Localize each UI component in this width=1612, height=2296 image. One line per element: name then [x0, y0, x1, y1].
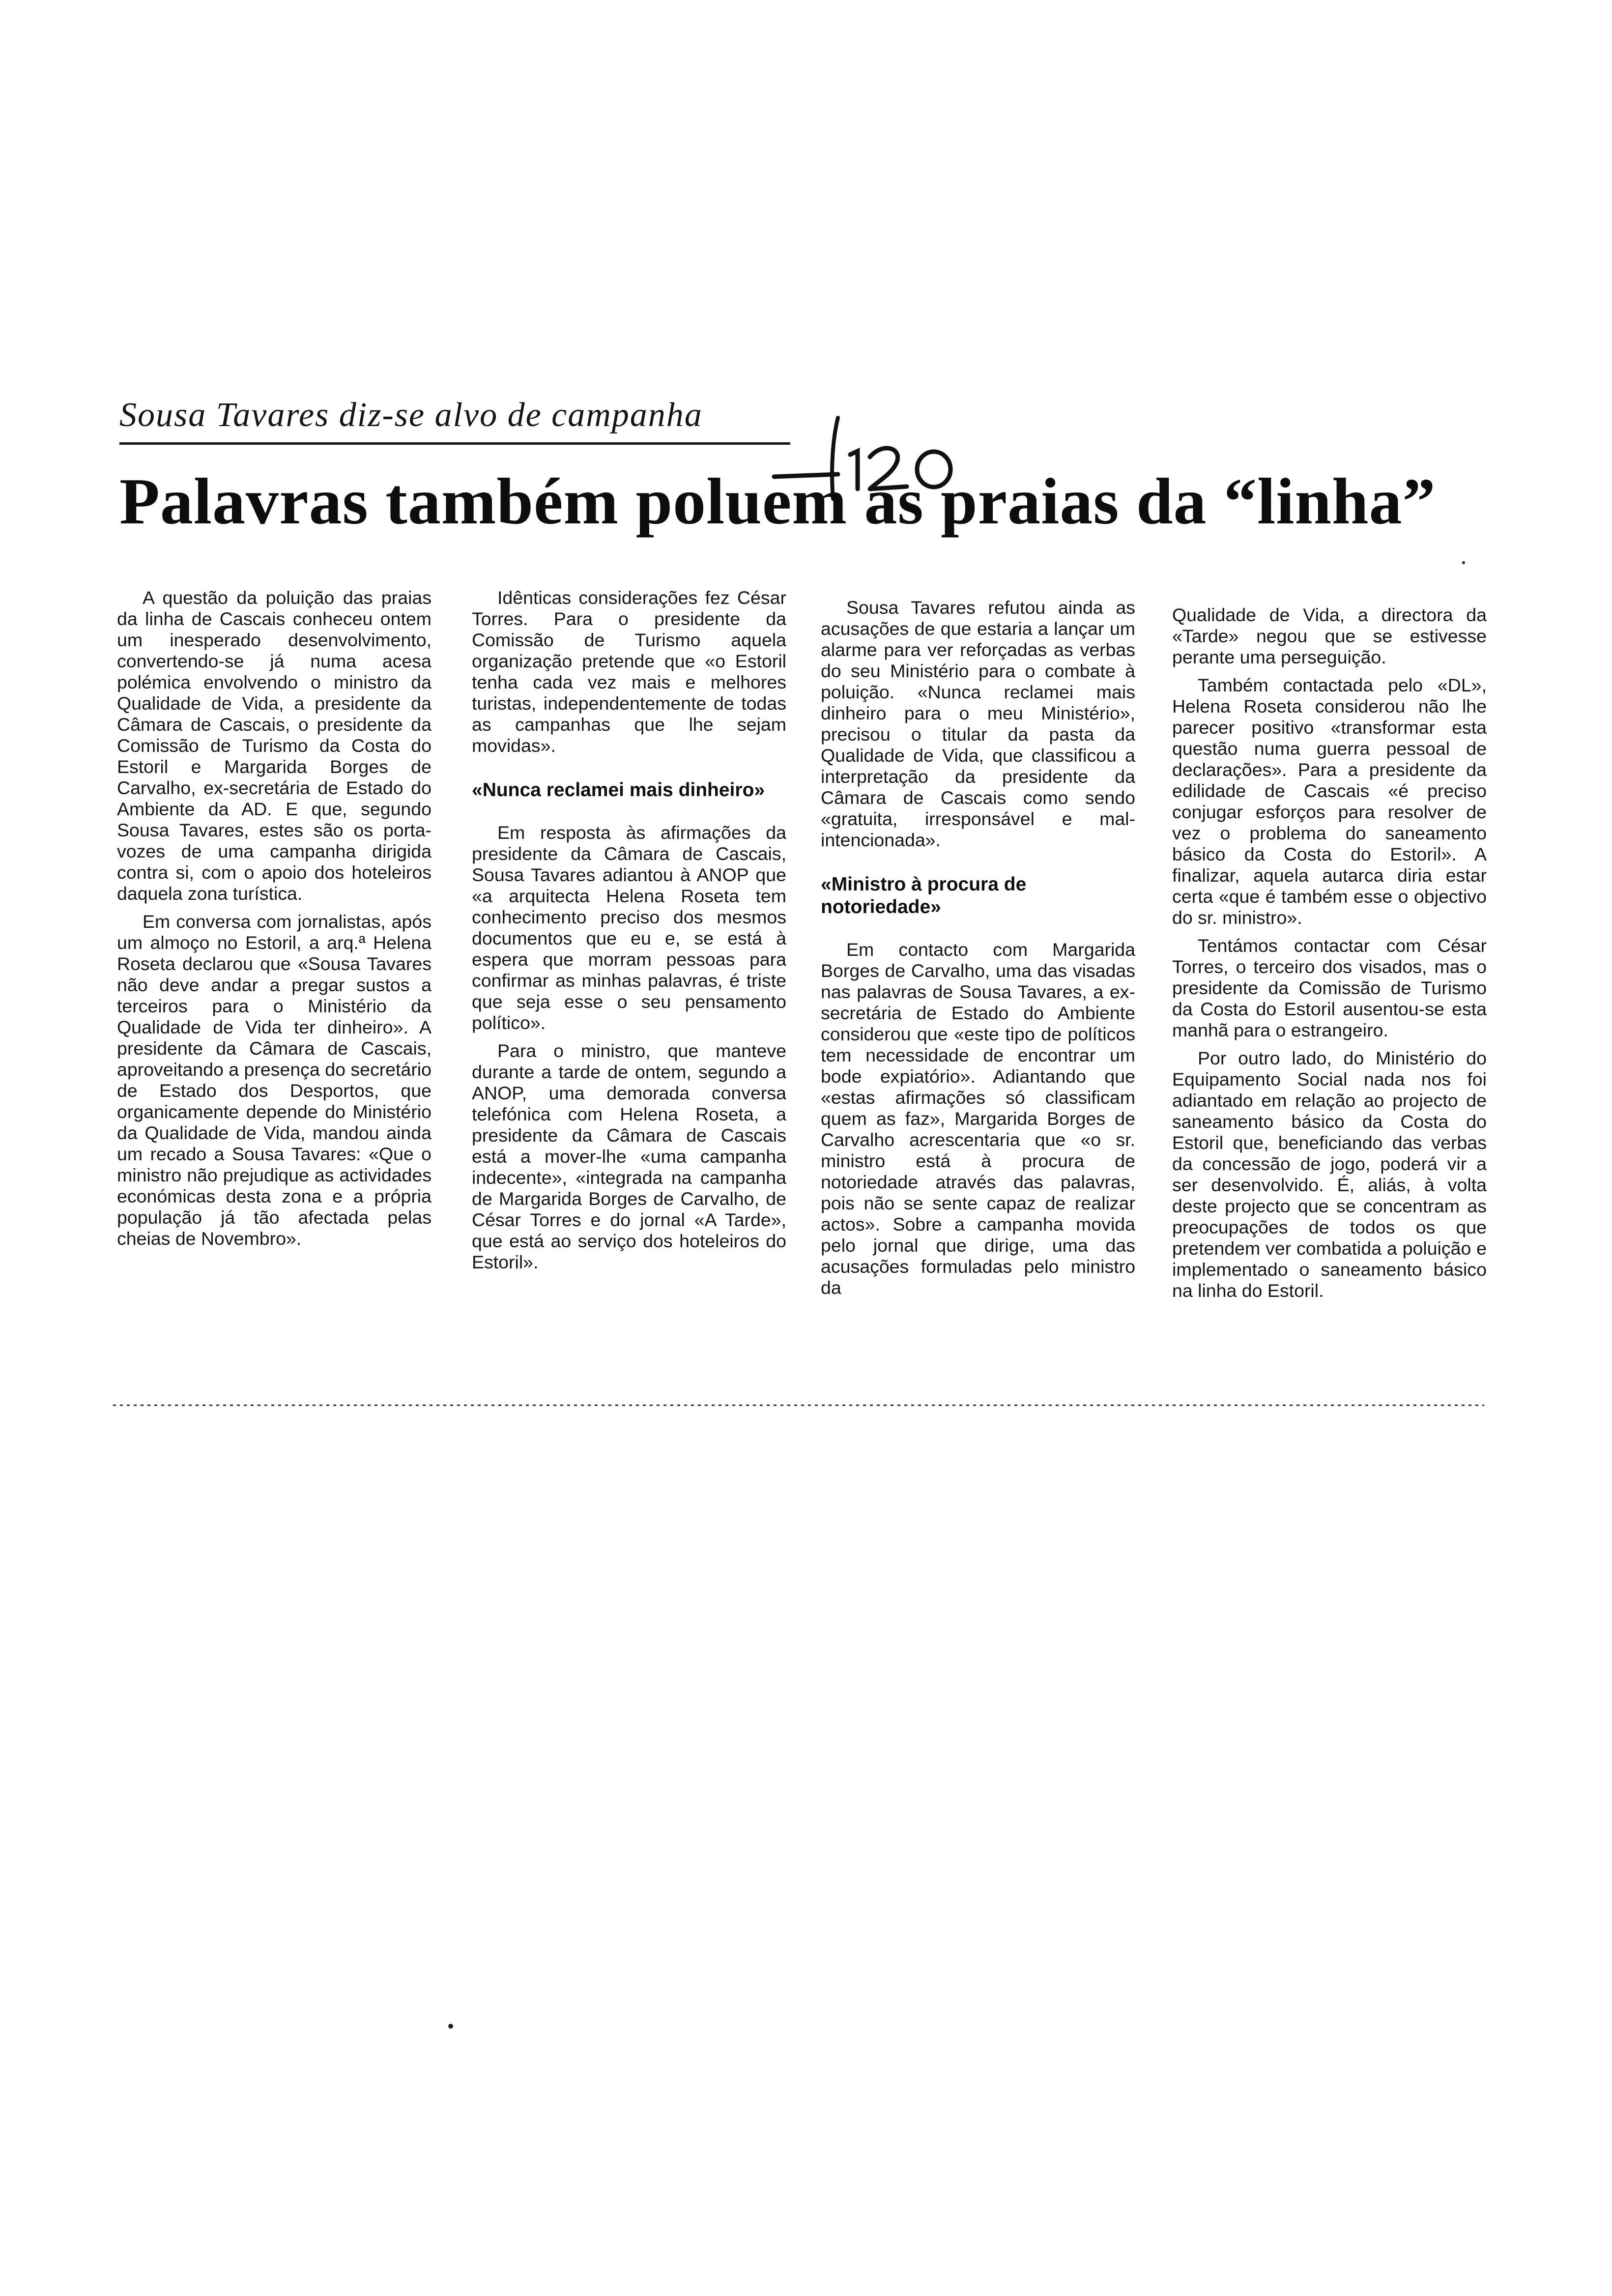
article-column-3	[821, 597, 1135, 1305]
paragraph: A questão da poluição das praias da linha de Cascais conheceu ontem um inesperado desenvolvimento, convertendo-se já numa acesa polémica envolvendo o ministro da Qualidade de Vida, a presidente da Câmara de Cascais, o presidente da Comissão de Turismo da Costa do Estoril e Margarida Borges de Carvalho, ex-secretária de Estado do Ambiente da AD. E que, segundo Sousa Tavares, estes são os porta-vozes de uma campanha dirigida contra si, com o apoio dos hoteleiros daquela zona turística.	[117, 587, 432, 904]
paragraph: Em resposta às afirmações da presidente da Câmara de Cascais, Sousa Tavares adiantou à ANOP que «a arquitecta Helena Roseta tem conhecimento preciso dos mesmos documentos que eu e, se está à espera que morram pessoas para confirmar as minhas palavras, é triste que seja esse o seu pensamento político».	[472, 822, 786, 1033]
paragraph: Sousa Tavares refutou ainda as acusações de que estaria a lançar um alarme para ver reforçadas as verbas do seu Ministério para o combate à poluição. «Nunca reclamei mais dinheiro para o meu Ministério», precisou o titular da pasta da Qualidade de Vida, que classificou a interpretação da presidente da Câmara de Cascais como sendo «gratuita, irresponsável e mal-intencionada».	[821, 597, 1135, 850]
paragraph: Em contacto com Margarida Borges de Carvalho, uma das visadas nas palavras de Sousa Tavares, a ex-secretária de Estado do Ambiente considerou que «este tipo de políticos tem necessidade de encontrar um bode expiatório». Adiantando que «estas afirmações só classificam quem as faz», Margarida Borges de Carvalho acrescentaria que «o sr. ministro está à procura de notoriedade através das palavras, pois não se sente capaz de realizar actos». Sobre a campanha movida pelo jornal que dirige, uma das acusações formuladas pelo ministro da	[821, 939, 1135, 1298]
paragraph: Tentámos contactar com César Torres, o terceiro dos visados, mas o presidente da Comissão de Turismo da Costa do Estoril ausentou-se esta manhã para o estrangeiro.	[1172, 935, 1487, 1040]
subheading: «Nunca reclamei mais dinheiro»	[472, 779, 765, 801]
bottom-dotted-rule	[113, 1405, 1484, 1406]
paragraph: Idênticas considerações fez César Torres. Para o presidente da Comissão de Turismo aquela organização pretende que «o Estoril tenha cada vez mais e melhores turistas, independentemente de todas as campanhas que lhe sejam movidas».	[472, 587, 786, 756]
scan-speck	[448, 2024, 453, 2029]
article-column-2	[472, 587, 786, 1280]
paragraph: Em conversa com jornalistas, após um almoço no Estoril, a arq.ª Helena Roseta declarou que «Sousa Tavares não deve andar a pregar sustos a terceiros para o Ministério da Qualidade de Vida ter dinheiro». A presidente da Câmara de Cascais, aproveitando a presença do secretário de Estado dos Desportos, que organicamente depende do Ministério da Qualidade de Vida, mandou ainda um recado a Sousa Tavares: «Que o ministro não prejudique as actividades económicas desta zona e a própria população já tão afectada pelas cheias de Novembro».	[117, 911, 432, 1249]
paragraph: Também contactada pelo «DL», Helena Roseta considerou não lhe parecer positivo «transformar esta questão numa guerra pessoal de declarações». Para a presidente da edilidade de Cascais «é preciso conjugar esforços para resolver de vez o problema do saneamento básico da Costa do Estoril». A finalizar, aquela autarca diria estar certa «que é também esse o objectivo do sr. ministro».	[1172, 675, 1487, 928]
paragraph: Para o ministro, que manteve durante a tarde de ontem, segundo a ANOP, uma demorada conversa telefónica com Helena Roseta, a presidente da Câmara de Cascais está a mover-lhe «uma campanha indecente», «integrada na campanha de Margarida Borges de Carvalho, de César Torres e do jornal «A Tarde», que está ao serviço dos hoteleiros do Estoril».	[472, 1040, 786, 1272]
paragraph: Por outro lado, do Ministério do Equipamento Social nada nos foi adiantado em relação ao projecto de saneamento básico da Costa do Estoril que, beneficiando das verbas da concessão de jogo, poderá vir a ser desenvolvido. É, aliás, à volta deste projecto que se concentram as preocupações de todos os que pretendem ver combatida a poluição e implementado o saneamento básico na linha do Estoril.	[1172, 1048, 1487, 1301]
paragraph: Qualidade de Vida, a directora da «Tarde» negou que se estivesse perante uma perseguição.	[1172, 604, 1487, 667]
scan-speck	[1462, 561, 1465, 564]
kicker-underline	[119, 442, 790, 445]
article-column-4	[1172, 604, 1487, 1308]
article-column-1	[117, 587, 432, 1256]
subheading: «Ministro à procura de notoriedade»	[821, 874, 1027, 918]
headline: Palavras também poluem as praias da “linha”	[119, 465, 1436, 538]
kicker: Sousa Tavares diz-se alvo de campanha	[119, 396, 703, 434]
